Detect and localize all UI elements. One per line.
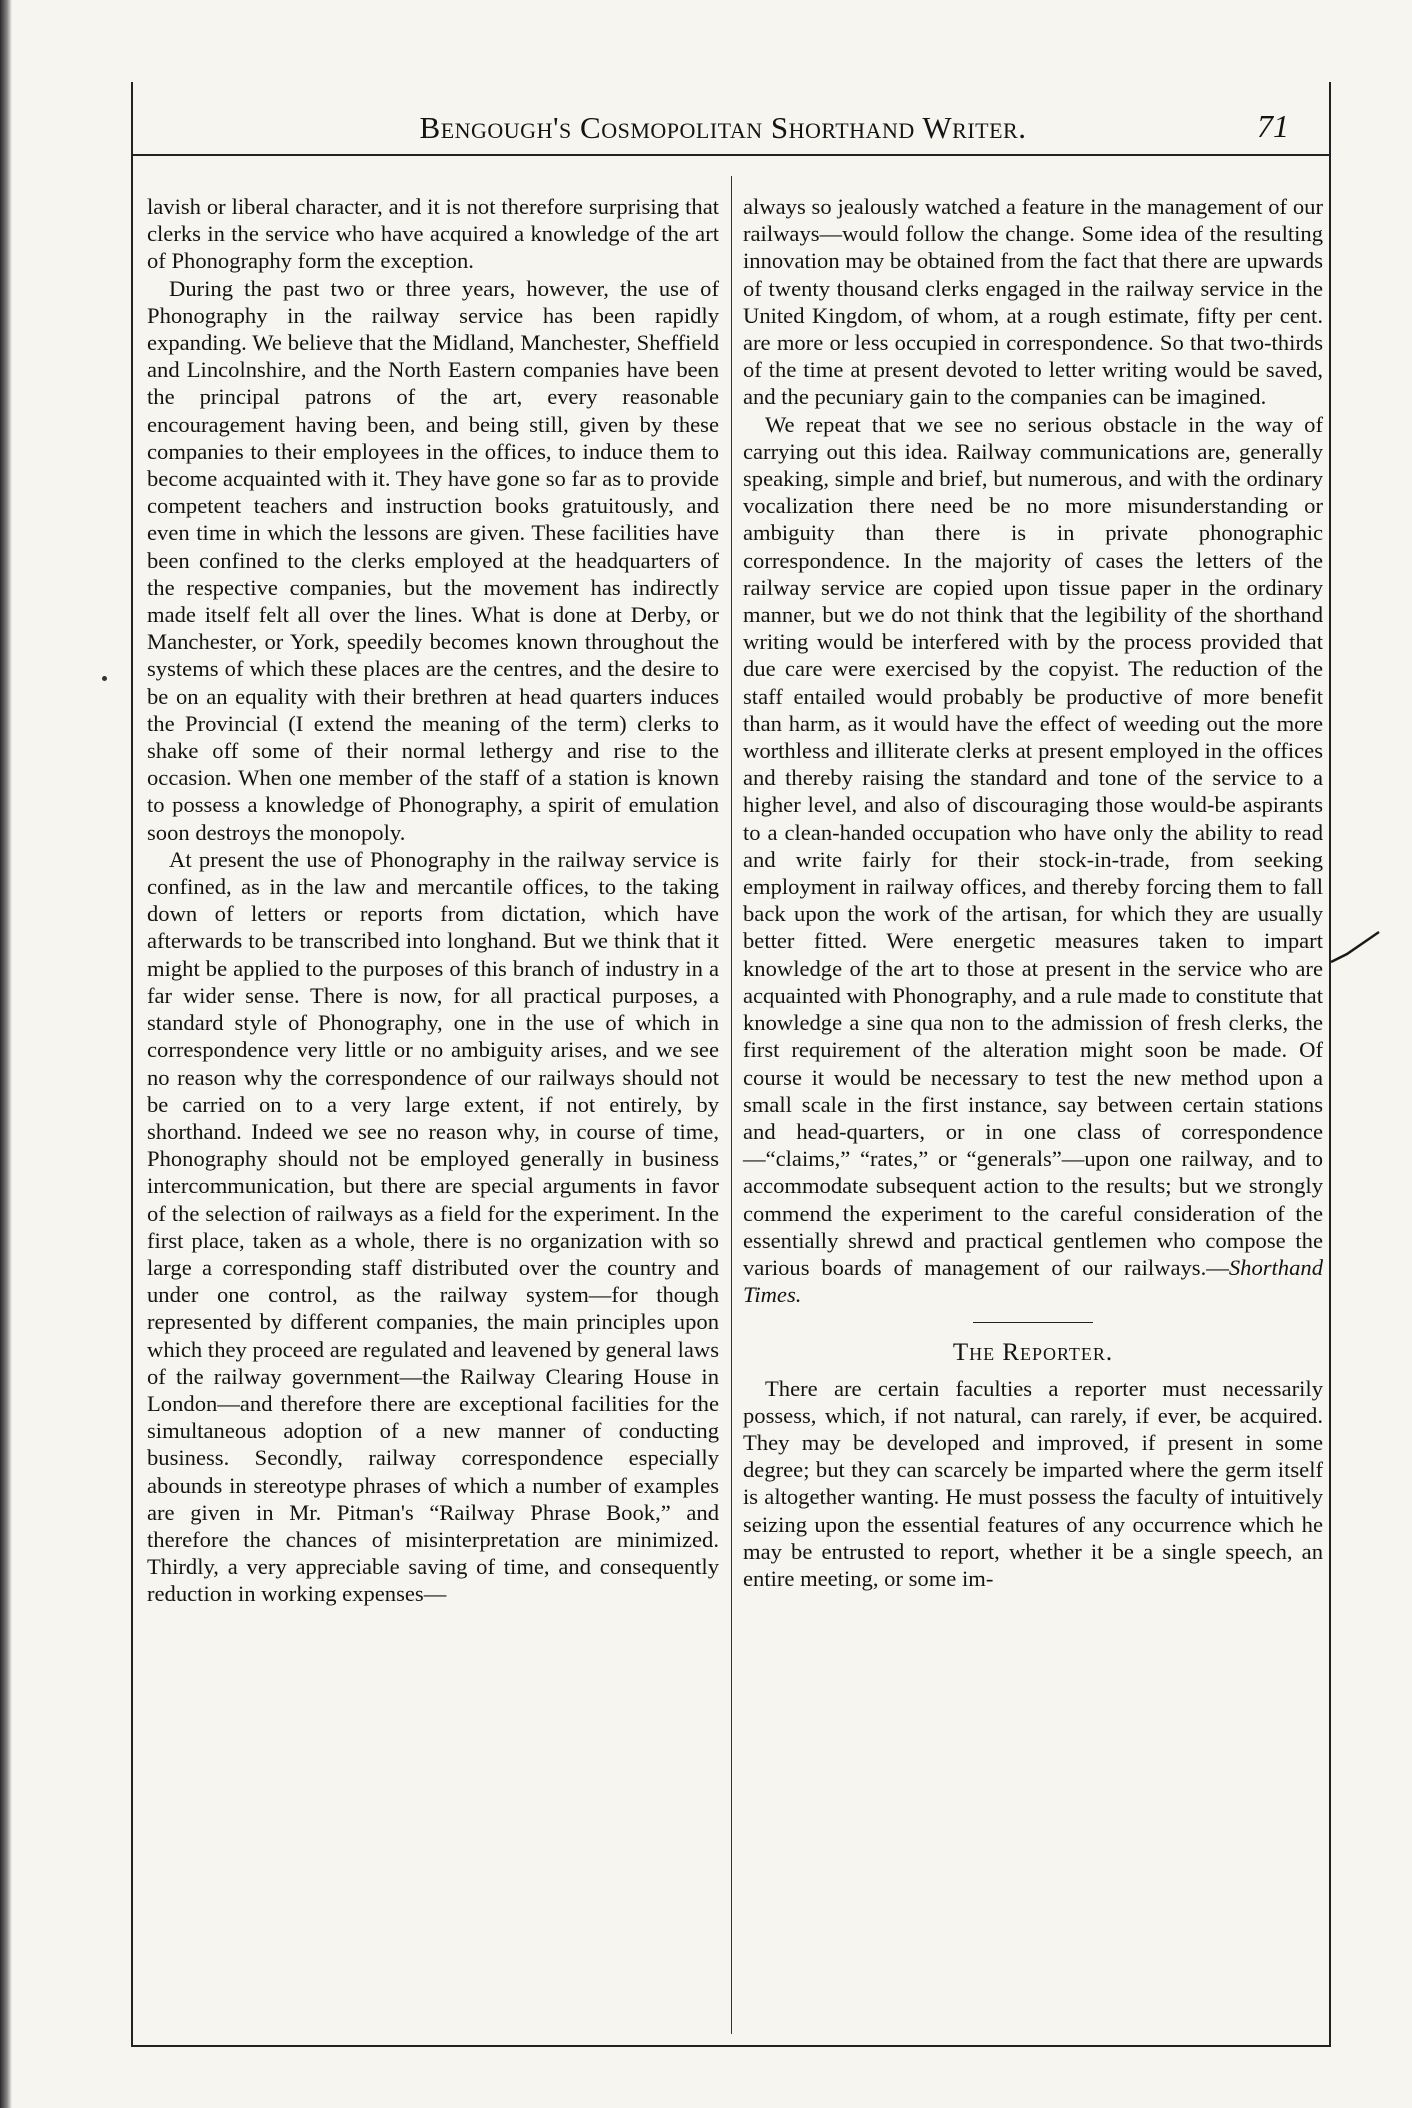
right-paragraph-2 (743, 411, 1323, 1309)
left-column (147, 193, 719, 1608)
right-paragraph-2-text: We repeat that we see no serious obstacle in the way of carrying out this idea. Railway communications are, generally speaking, simple and brief, but numerous, and with the ordinary vocalization there need be no more misunderstanding or ambiguity than there is in private phonographic correspondence. In the majority of cases the letters of the railway service are copied upon tissue paper in the ordinary manner, but we do not think that the legibility of the shorthand writing would be interfered with by the process provided that due care were exercised by the copyist. The reduction of the staff entailed would probably be productive of more benefit than harm, as it would have the effect of weeding out the more worthless and illiterate clerks at present employed in the offices and thereby raising the standard and tone of the service to a higher level, and also of discouraging those would-be aspirants to a clean-handed occupation who have only the ability to read and write fairly for their stock-in-trade, from seeking employment in railway offices, and thereby forcing them to fall back upon the work of the artisan, for which they are usually better fitted. Were energetic measures taken to impart knowledge of the art to those at present in the service who are acquainted with Phonography, and a rule made to constitute that knowledge a sine qua non to the admission of fresh clerks, the first requirement of the alteration might soon be made. Of course it would be necessary to test the new method upon a small scale in the first instance, say between certain stations and head-quarters, or in one class of correspondence—“claims,” “rates,” or “generals”—upon one railway, and to accommodate subsequent action to the results; but we strongly commend the experiment to the careful consideration of the essentially shrewd and practical gentlemen who compose the various boards of management of our railways.— (743, 411, 1323, 1280)
reporter-paragraph: There are certain faculties a reporter must necessarily possess, which, if not natural, can rarely, if ever, be acquired. They may be developed and improved, if present in some degree; but they can scarcely be imparted where the germ itself is altogether wanting. He must possess the faculty of intuitively seizing upon the essential features of any occurrence which he may be entrusted to report, whether it be a single speech, an entire meeting, or some im- (743, 1375, 1323, 1591)
margin-dot (102, 676, 107, 681)
page-header (131, 96, 1331, 156)
left-paragraph-3: At present the use of Phonography in the railway service is confined, as in the law and mercantile offices, to the taking down of letters or reports from dictation, which have afterwards to be transcribed into longhand. But we think that it might be applied to the purposes of this branch of industry in a far wider sense. There is now, for all practical purposes, a standard style of Phonography, one in the use of which in correspondence very little or no ambiguity arises, and we see no reason why the correspondence of our railways should not be carried on to a very large extent, if not entirely, by shorthand. Indeed we see no reason why, in course of time, Phonography should not be employed generally in business intercommunication, but there are special arguments in favor of the selection of railways as a field for the experiment. In the first place, taken as a whole, there is no organization with so large a corresponding staff distributed over the country and under one control, as the railway system—for though represented by different companies, the main principles upon which they proceed are regulated and leavened by general laws of the railway government—the Railway Clearing House in London—and therefore there are exceptional facilities for the simultaneous adoption of a new manner of conducting business. Secondly, railway correspondence especially abounds in stereotype phrases of which a number of examples are given in Mr. Pitman's “Railway Phrase Book,” and therefore the chances of misinterpretation are minimized. Thirdly, a very appreciable saving of time, and consequently reduction in working expenses— (147, 846, 719, 1607)
column-divider (731, 176, 732, 2034)
book-spine-shadow (0, 0, 12, 2108)
page-number: 71 (1257, 108, 1289, 144)
running-title: Bengough's Cosmopolitan Shorthand Writer. (419, 110, 1027, 145)
right-paragraph-1: always so jealously watched a feature in the management of our railways—would follow the change. Some idea of the resulting innovation may be obtained from the fact that there are upwards of twenty thousand clerks engaged in the railway service in the United Kingdom, of whom, at a rough estimate, fifty per cent. are more or less occupied in correspondence. So that two-thirds of the time at present devoted to letter writing would be saved, and the pecuniary gain to the companies can be imagined. (743, 194, 1323, 410)
pencil-mark-icon (1329, 928, 1389, 988)
left-paragraph-1: lavish or liberal character, and it is not therefore surprising that clerks in the service who have acquired a knowledge of the art of Phonography form the exception. (147, 194, 719, 274)
left-paragraph-2: During the past two or three years, however, the use of Phonography in the railway service has been rapidly expanding. We believe that the Midland, Manchester, Sheffield and Lincolnshire, and the North Eastern companies have been the principal patrons of the art, every reasonable encouragement having been, and being still, given by these companies to their employees in the offices, to induce them to become acquainted with it. They have gone so far as to provide competent teachers and instruction books gratuitously, and even time in which the lessons are given. These facilities have been confined to the clerks employed at the headquarters of the respective companies, but the movement has indirectly made itself felt all over the lines. What is done at Derby, or Manchester, or York, speedily becomes known throughout the systems of which these places are the centres, and the desire to be on an equality with their brethren at head quarters induces the Provincial (I extend the meaning of the term) clerks to shake off some of their normal lethergy and rise to the occasion. When one member of the staff of a station is known to possess a knowledge of Phonography, a spirit of emulation soon destroys the monopoly. (147, 275, 719, 845)
source-signature: Shorthand Times. (743, 1254, 1323, 1308)
section-title: The Reporter. (952, 1339, 1114, 1367)
section-divider (973, 1322, 1093, 1323)
right-column (743, 193, 1323, 1592)
